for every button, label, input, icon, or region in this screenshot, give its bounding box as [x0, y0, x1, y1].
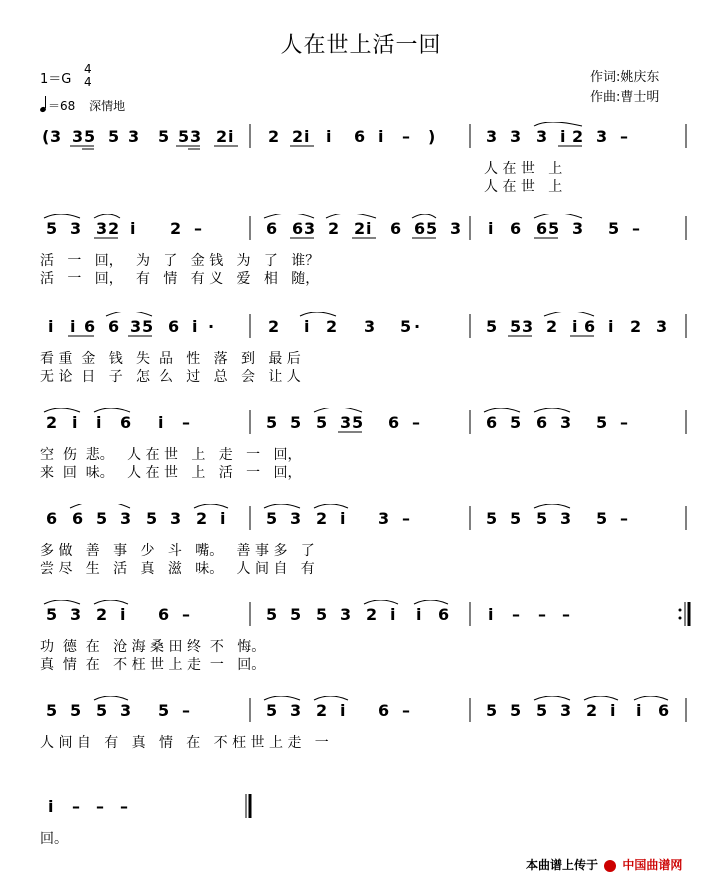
svg-text:6: 6 — [378, 701, 390, 720]
lyric-line-1: 活 一 回， 为 了 金 钱 为 了 谁？ — [40, 253, 320, 269]
svg-text:3: 3 — [170, 509, 182, 528]
svg-text:2: 2 — [46, 413, 58, 432]
svg-text:5: 5 — [290, 605, 302, 624]
svg-text:3: 3 — [486, 127, 498, 146]
svg-text:i: i — [636, 701, 642, 720]
lyric-line-2: 来 回 味。 人 在 世 上 活 一 回， — [40, 465, 302, 481]
svg-text:5: 5 — [426, 219, 438, 238]
svg-text:i: i — [340, 509, 346, 528]
svg-text:2: 2 — [268, 317, 280, 336]
svg-text:3: 3 — [596, 127, 608, 146]
svg-text:2: 2 — [216, 127, 228, 146]
svg-text:5: 5 — [96, 701, 108, 720]
lyric-line-2: 人 在 世 上 — [484, 179, 563, 195]
svg-text:–: – — [402, 701, 410, 720]
svg-text:6: 6 — [414, 219, 426, 238]
svg-text:(: ( — [42, 127, 50, 146]
svg-text:5: 5 — [142, 317, 154, 336]
svg-text:–: – — [620, 509, 628, 528]
svg-text:–: – — [402, 509, 410, 528]
svg-text:6: 6 — [292, 219, 304, 238]
lyric-line-1: 人 间 自 有 真 情 在 不 枉 世 上 走 一 — [40, 735, 329, 751]
svg-text:i: i — [70, 317, 76, 336]
svg-text:6: 6 — [84, 317, 96, 336]
svg-text:6: 6 — [510, 219, 522, 238]
svg-text:6: 6 — [46, 509, 58, 528]
svg-text:6: 6 — [354, 127, 366, 146]
svg-text:i: i — [304, 317, 310, 336]
svg-text:i: i — [72, 413, 78, 432]
svg-text:–: – — [538, 605, 546, 624]
lyric-line-2: 无 论 日 子 怎 么 过 总 会 让 人 — [40, 369, 301, 385]
composer: 作曲:曹士明 — [590, 90, 660, 105]
svg-text:5: 5 — [108, 127, 120, 146]
svg-text:i: i — [48, 317, 54, 336]
svg-text:3: 3 — [120, 701, 132, 720]
svg-text:2: 2 — [108, 219, 120, 238]
svg-text:6: 6 — [536, 219, 548, 238]
svg-text:6: 6 — [108, 317, 120, 336]
svg-text:3: 3 — [572, 219, 584, 238]
svg-text:–: – — [120, 797, 128, 816]
svg-text:3: 3 — [70, 219, 82, 238]
svg-text:6: 6 — [438, 605, 450, 624]
svg-text:3: 3 — [128, 127, 140, 146]
notation-line-6 — [0, 600, 722, 630]
svg-text:5: 5 — [548, 219, 560, 238]
svg-text:i: i — [340, 701, 346, 720]
svg-text:5: 5 — [46, 701, 58, 720]
svg-text:2: 2 — [170, 219, 182, 238]
svg-text:i: i — [610, 701, 616, 720]
lyric-line-1: 回。 — [40, 831, 68, 847]
svg-text:): ) — [428, 127, 436, 146]
svg-text:3: 3 — [340, 413, 352, 432]
svg-text:6: 6 — [584, 317, 596, 336]
svg-text:–: – — [402, 127, 410, 146]
lyric-line-1: 人 在 世 上 — [484, 161, 563, 177]
svg-text:3: 3 — [290, 701, 302, 720]
svg-text:3: 3 — [70, 605, 82, 624]
svg-text:5: 5 — [96, 509, 108, 528]
svg-text:5: 5 — [510, 701, 522, 720]
svg-text:i: i — [96, 413, 102, 432]
lyric-line-1: 功 德 在 沧 海 桑 田 终 不 悔。 — [40, 639, 266, 655]
svg-text:5: 5 — [46, 219, 58, 238]
svg-text:5: 5 — [158, 127, 170, 146]
svg-text:3: 3 — [50, 127, 62, 146]
svg-text:5: 5 — [70, 701, 82, 720]
time-signature-top: 4 — [84, 62, 92, 76]
svg-text:3: 3 — [120, 509, 132, 528]
svg-text:–: – — [412, 413, 420, 432]
svg-text:5: 5 — [316, 605, 328, 624]
svg-text:6: 6 — [158, 605, 170, 624]
svg-text:i: i — [48, 797, 54, 816]
svg-text:2: 2 — [586, 701, 598, 720]
lyric-line-1: 空 伤 悲。 人 在 世 上 走 一 回， — [40, 447, 302, 463]
svg-text:5: 5 — [266, 605, 278, 624]
svg-text:3: 3 — [72, 127, 84, 146]
svg-text:2: 2 — [316, 509, 328, 528]
notation-line-8 — [0, 792, 722, 822]
svg-text:5: 5 — [536, 509, 548, 528]
svg-text:6: 6 — [72, 509, 84, 528]
svg-text:–: – — [512, 605, 520, 624]
svg-text:2: 2 — [96, 605, 108, 624]
svg-text:2: 2 — [268, 127, 280, 146]
svg-text:2: 2 — [354, 219, 366, 238]
svg-text:i: i — [326, 127, 332, 146]
svg-text:–: – — [72, 797, 80, 816]
svg-text:i: i — [378, 127, 384, 146]
svg-text:3: 3 — [450, 219, 462, 238]
svg-text:i: i — [366, 219, 372, 238]
svg-text:3: 3 — [304, 219, 316, 238]
svg-text:–: – — [182, 605, 190, 624]
svg-text:i: i — [572, 317, 578, 336]
svg-text:5: 5 — [178, 127, 190, 146]
svg-text:5: 5 — [266, 413, 278, 432]
expression-marking: 深情地 — [89, 99, 126, 113]
svg-text:i: i — [192, 317, 198, 336]
svg-text:2: 2 — [572, 127, 584, 146]
svg-text:6: 6 — [486, 413, 498, 432]
svg-text:–: – — [632, 219, 640, 238]
svg-text:–: – — [194, 219, 202, 238]
svg-text:·: · — [208, 317, 215, 336]
svg-text:i: i — [220, 509, 226, 528]
svg-text:5: 5 — [596, 413, 608, 432]
svg-text:5: 5 — [84, 127, 96, 146]
svg-text:–: – — [96, 797, 104, 816]
svg-text:–: – — [562, 605, 570, 624]
svg-text:i: i — [228, 127, 234, 146]
svg-text:3: 3 — [560, 701, 572, 720]
svg-text:i: i — [560, 127, 566, 146]
svg-text:i: i — [608, 317, 614, 336]
svg-text:2: 2 — [292, 127, 304, 146]
svg-text:5: 5 — [266, 509, 278, 528]
svg-text:6: 6 — [266, 219, 278, 238]
svg-text:5: 5 — [400, 317, 412, 336]
notation-line-4 — [0, 408, 722, 438]
svg-text:6: 6 — [658, 701, 670, 720]
svg-text:5: 5 — [486, 317, 498, 336]
svg-text:6: 6 — [390, 219, 402, 238]
svg-text:i: i — [488, 219, 494, 238]
svg-text:5: 5 — [290, 413, 302, 432]
svg-text:3: 3 — [560, 413, 572, 432]
svg-text:6: 6 — [120, 413, 132, 432]
svg-text:5: 5 — [486, 509, 498, 528]
time-signature — [84, 63, 92, 89]
svg-text:3: 3 — [522, 317, 534, 336]
svg-text:3: 3 — [340, 605, 352, 624]
svg-text:2: 2 — [326, 317, 338, 336]
lyricist: 作词:姚庆东 — [590, 70, 660, 85]
time-signature-bottom: 4 — [84, 75, 92, 89]
svg-text:3: 3 — [290, 509, 302, 528]
svg-text:5: 5 — [510, 317, 522, 336]
key-signature: 1＝G — [40, 72, 72, 87]
svg-text:3: 3 — [130, 317, 142, 336]
svg-text:3: 3 — [510, 127, 522, 146]
svg-text:i: i — [304, 127, 310, 146]
svg-text:5: 5 — [46, 605, 58, 624]
notation-line-2 — [0, 214, 722, 244]
svg-text:–: – — [620, 413, 628, 432]
lyric-line-1: 看 重 金 钱 失 品 性 落 到 最 后 — [40, 351, 301, 367]
tempo-value: ＝68 — [48, 99, 76, 113]
svg-text:5: 5 — [596, 509, 608, 528]
svg-text:2: 2 — [316, 701, 328, 720]
lyric-line-2: 尝 尽 生 活 真 滋 味。 人 间 自 有 — [40, 561, 315, 577]
site-logo-icon — [604, 860, 616, 872]
footer-brand[interactable]: 中国曲谱网 — [622, 858, 683, 872]
svg-text:3: 3 — [190, 127, 202, 146]
note-stem-icon — [45, 96, 46, 108]
svg-text:5: 5 — [510, 413, 522, 432]
svg-text:2: 2 — [546, 317, 558, 336]
svg-text:3: 3 — [96, 219, 108, 238]
svg-text:–: – — [182, 701, 190, 720]
svg-text:i: i — [130, 219, 136, 238]
svg-text:i: i — [158, 413, 164, 432]
svg-text:5: 5 — [510, 509, 522, 528]
credits — [590, 68, 659, 108]
svg-text:i: i — [488, 605, 494, 624]
footer-credit — [526, 856, 682, 873]
svg-text:5: 5 — [608, 219, 620, 238]
lyric-line-1: 多 做 善 事 少 斗 嘴。 善 事 多 了 — [40, 543, 315, 559]
footer-prefix: 本曲谱上传于 — [526, 858, 599, 872]
svg-text:i: i — [390, 605, 396, 624]
tempo-marking — [40, 96, 125, 116]
svg-text:2: 2 — [630, 317, 642, 336]
svg-text:i: i — [120, 605, 126, 624]
svg-text:5: 5 — [266, 701, 278, 720]
svg-text:3: 3 — [656, 317, 668, 336]
svg-text:2: 2 — [366, 605, 378, 624]
svg-text:3: 3 — [536, 127, 548, 146]
svg-text:2: 2 — [328, 219, 340, 238]
lyric-line-2: 活 一 回， 有 情 有 义 爱 相 随， — [40, 271, 320, 287]
page-title: 人在世上活一回 — [280, 33, 442, 58]
svg-text:5: 5 — [146, 509, 158, 528]
svg-text:6: 6 — [536, 413, 548, 432]
svg-text:6: 6 — [168, 317, 180, 336]
svg-text:3: 3 — [364, 317, 376, 336]
svg-text:5: 5 — [486, 701, 498, 720]
notation-line-5 — [0, 504, 722, 534]
svg-text:5: 5 — [158, 701, 170, 720]
notation-line-3 — [0, 312, 722, 342]
notation-line-1 — [0, 122, 722, 152]
svg-text:6: 6 — [388, 413, 400, 432]
notation-line-7 — [0, 696, 722, 726]
lyric-line-2: 真 情 在 不 枉 世 上 走 一 回。 — [40, 657, 266, 673]
svg-text:3: 3 — [378, 509, 390, 528]
svg-text:5: 5 — [316, 413, 328, 432]
svg-text:i: i — [416, 605, 422, 624]
svg-text:·: · — [414, 317, 421, 336]
svg-text:2: 2 — [196, 509, 208, 528]
svg-text:5: 5 — [352, 413, 364, 432]
svg-text:–: – — [620, 127, 628, 146]
svg-text:5: 5 — [536, 701, 548, 720]
svg-text:3: 3 — [560, 509, 572, 528]
svg-text:–: – — [182, 413, 190, 432]
